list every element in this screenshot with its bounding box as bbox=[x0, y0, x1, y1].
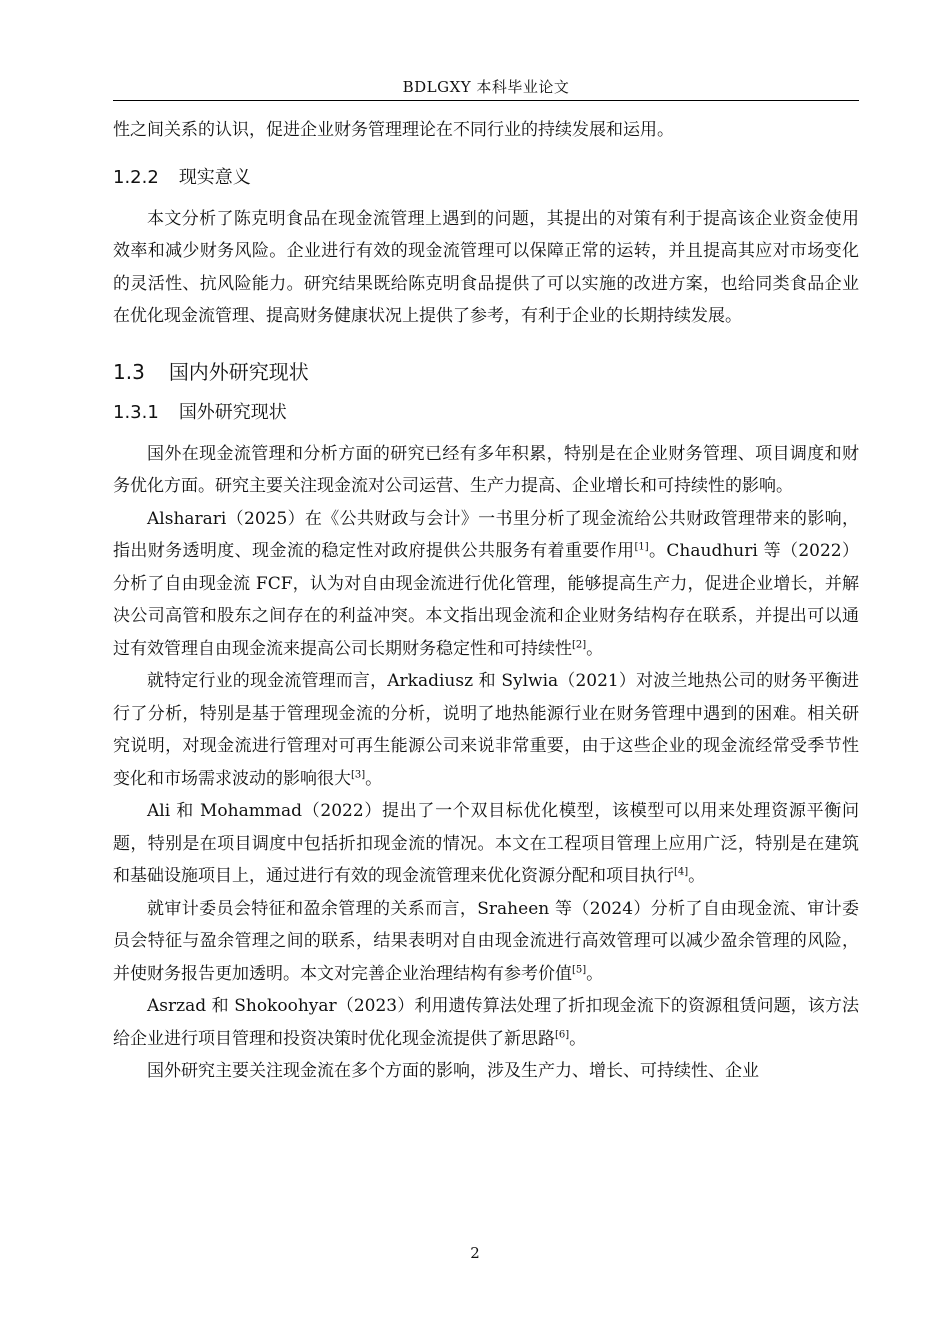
header-divider bbox=[113, 100, 859, 101]
section-heading-1-3 bbox=[113, 357, 859, 387]
paragraph-arkadiusz bbox=[113, 665, 859, 795]
paragraph-text: 。 bbox=[586, 638, 604, 659]
citation-5: [5] bbox=[572, 963, 587, 975]
paragraph-text: 。 bbox=[569, 1028, 587, 1049]
paragraph-text: Ali 和 Mohammad（2022）提出了一个双目标优化模型，该模型可以用来处理资源平衡问题，特别是在项目调度中包括折扣现金流的情况。本文在工程项目管理上应用广泛，特别是在建筑和基础设施项目上，通过进行有效的现金流管理来优化资源分配和项目执行 bbox=[113, 801, 859, 886]
section-heading-1-3-1 bbox=[113, 399, 859, 427]
paragraph-overview: 国外在现金流管理和分析方面的研究已经有多年积累，特别是在企业财务管理、项目调度和财务优化方面。研究主要关注现金流对公司运营、生产力提高、企业增长和可持续性的影响。 bbox=[113, 443, 859, 496]
section-heading-1-2-2 bbox=[113, 164, 859, 192]
paragraph-text: Asrzad 和 Shokoohyar（2023）利用遗传算法处理了折扣现金流下的资源租赁问题，该方法给企业进行项目管理和投资决策时优化现金流提供了新思路 bbox=[113, 996, 859, 1049]
citation-6: [6] bbox=[555, 1028, 570, 1040]
section-title: 现实意义 bbox=[178, 166, 251, 188]
citation-1: [1] bbox=[634, 541, 649, 553]
paragraph-asrzad bbox=[113, 990, 859, 1055]
paragraph-text: 。 bbox=[688, 866, 706, 886]
citation-3: [3] bbox=[351, 768, 366, 780]
page-number: 2 bbox=[470, 1244, 480, 1262]
running-header: BDLGXY 本科毕业论文 bbox=[402, 78, 570, 96]
paragraph-ali bbox=[113, 795, 859, 893]
section-title: 国内外研究现状 bbox=[168, 359, 309, 384]
paragraph-sraheen bbox=[113, 893, 859, 991]
section-number: 1.3 bbox=[113, 359, 145, 384]
paragraph-summary: 国外研究主要关注现金流在多个方面的影响，涉及生产力、增长、可持续性、企业 bbox=[147, 1061, 759, 1081]
section-number: 1.3.1 bbox=[113, 401, 159, 423]
paragraph-text: Alsharari（2025）在《公共财政与会计》一书里分析了现金流给公共财政管理带来的影响，指出财务透明度、现金流的稳定性对政府提供公共服务有着重要作用 bbox=[113, 508, 859, 561]
paragraph-text: 就审计委员会特征和盈余管理的关系而言，Sraheen 等（2024）分析了自由现金流、审计委员会特征与盈余管理之间的联系，结果表明对自由现金流进行高效管理可以减少盈余管理的风险，并使财务报告更加透明。本文对完善企业治理结构有参考价值 bbox=[113, 898, 859, 984]
citation-4: [4] bbox=[674, 866, 689, 878]
paragraph-text: 。Chaudhuri 等（2022）分析了自由现金流 FCF，认为对自由现金流进行优化管理，能够提高生产力，促进企业增长，并解决公司高管和股东之间存在的利益冲突。本文指出现金流和企业财务结构存在联系，并提出可以通过有效管理自由现金流来提高公司长期财务稳定性和可持续性 bbox=[113, 541, 860, 659]
paragraph-text: 就特定行业的现金流管理而言，Arkadiusz 和 Sylwia（2021）对波兰地热公司的财务平衡进行了分析，特别是基于管理现金流的分析，说明了地热能源行业在财务管理中遇到的困难。相关研究说明，对现金流进行管理对可再生能源公司来说非常重要，由于这些企业的现金流经常受季节性变化和市场需求波动的影响很大 bbox=[113, 671, 859, 789]
paragraph-alsharari bbox=[113, 503, 859, 666]
paragraph-practical-significance: 本文分析了陈克明食品在现金流管理上遇到的问题，其提出的对策有利于提高该企业资金使用效率和减少财务风险。企业进行有效的现金流管理可以保障正常的运转，并且提高其应对市场变化的灵活性、抗风险能力。研究结果既给陈克明食品提供了可以实施的改进方案，也给同类食品企业在优化现金流管理、提高财务健康状况上提供了参考，有利于企业的长期持续发展。 bbox=[113, 208, 859, 326]
continued-paragraph: 性之间关系的认识，促进企业财务管理理论在不同行业的持续发展和运用。 bbox=[113, 120, 674, 140]
paragraph-text: 。 bbox=[586, 963, 604, 984]
section-number: 1.2.2 bbox=[113, 166, 159, 188]
citation-2: [2] bbox=[572, 638, 587, 650]
page-body bbox=[113, 114, 859, 1088]
paragraph-text: 。 bbox=[365, 768, 383, 789]
section-title: 国外研究现状 bbox=[178, 401, 287, 423]
